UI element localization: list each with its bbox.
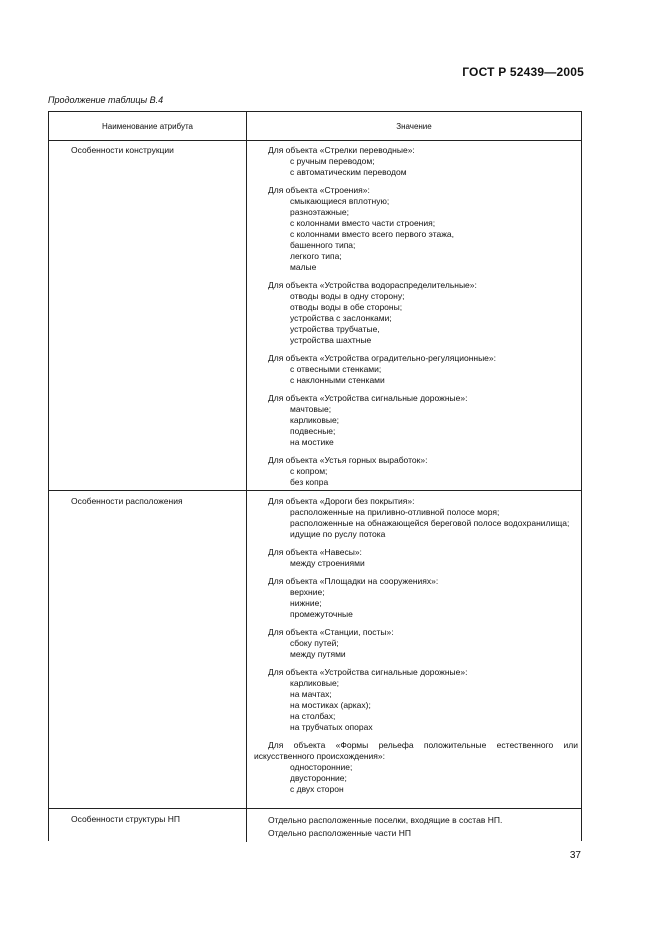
- group-item: карликовые;: [290, 415, 340, 425]
- group-item: между путями: [290, 649, 346, 659]
- group-item: двусторонние;: [290, 773, 347, 783]
- group-title: Для объекта «Устройства сигнальные дорожные»:: [268, 667, 468, 677]
- group-item: на мачтах;: [290, 689, 332, 699]
- group-item: с двух сторон: [290, 784, 344, 794]
- group-item: без копра: [290, 477, 329, 487]
- value-group: [254, 740, 578, 795]
- value-group: [254, 667, 578, 733]
- group-title: Для объекта «Устройства водораспределительные»:: [268, 280, 477, 290]
- group-item: устройства шахтные: [290, 335, 372, 345]
- group-item: смыкающиеся вплотную;: [290, 196, 390, 206]
- group-item: легкого типа;: [290, 251, 342, 261]
- row-values: [254, 814, 578, 840]
- group-title: Для объекта «Площадки на сооружениях»:: [268, 576, 439, 586]
- group-item: карликовые;: [290, 678, 340, 688]
- value-group: [254, 185, 578, 273]
- group-item: идущие по руслу потока: [290, 529, 386, 539]
- group-item: с копром;: [290, 466, 328, 476]
- group-item: нижние;: [290, 598, 322, 608]
- group-item: с колоннами вместо части строения;: [290, 218, 436, 228]
- group-item: расположенные на приливно-отливной полосе моря;: [290, 507, 500, 517]
- row-attribute: Особенности структуры НП: [71, 814, 180, 824]
- value-group: [254, 627, 578, 660]
- group-item: разноэтажные;: [290, 207, 349, 217]
- group-item: с автоматическим переводом: [290, 167, 407, 177]
- group-item: устройства с заслонками;: [290, 313, 392, 323]
- value-group: [254, 496, 578, 540]
- group-item: на мостике: [290, 437, 334, 447]
- group-item: между строениями: [290, 558, 365, 568]
- group-item: верхние;: [290, 587, 325, 597]
- group-item: отводы воды в одну сторону;: [290, 291, 405, 301]
- group-title: Для объекта «Навесы»:: [268, 547, 362, 557]
- row-attribute: Особенности расположения: [71, 496, 183, 506]
- row-attribute: Особенности конструкции: [71, 145, 174, 155]
- group-title: Для объекта «Станции, посты»:: [268, 627, 394, 637]
- group-item: на столбах;: [290, 711, 336, 721]
- row-divider: [49, 808, 581, 809]
- group-title: Для объекта «Строения»:: [268, 185, 370, 195]
- column-divider: [246, 112, 247, 842]
- standard-number: ГОСТ Р 52439—2005: [462, 65, 584, 79]
- group-item: отводы воды в обе стороны;: [290, 302, 403, 312]
- value-group: [254, 145, 578, 178]
- group-title: Для объекта «Устья горных выработок»:: [268, 455, 428, 465]
- group-item: на трубчатых опорах: [290, 722, 373, 732]
- attribute-table: [48, 111, 582, 841]
- group-item: с колоннами вместо всего первого этажа,: [290, 229, 455, 239]
- value-group: [254, 280, 578, 346]
- page-number: 37: [569, 850, 581, 861]
- col-header-attribute: Наименование атрибута: [102, 122, 193, 131]
- value-line: Отдельно расположенные поселки, входящие в состав НП.: [268, 815, 503, 825]
- col-header-value: Значение: [396, 122, 432, 131]
- group-title: Для объекта «Устройства оградительно-регуляционные»:: [268, 353, 497, 363]
- group-item: расположенные на обнажающейся береговой полосе водохранилища;: [290, 518, 570, 528]
- group-item: малые: [290, 262, 317, 272]
- group-item: с ручным переводом;: [290, 156, 375, 166]
- group-item: подвесные;: [290, 426, 336, 436]
- value-group: [254, 576, 578, 620]
- group-item: односторонние;: [290, 762, 353, 772]
- group-title: Для объекта «Стрелки переводные»:: [268, 145, 415, 155]
- group-item: башенного типа;: [290, 240, 356, 250]
- row-values: [254, 496, 578, 802]
- row-values: [254, 145, 578, 495]
- group-title: Для объекта «Дороги без покрытия»:: [268, 496, 415, 506]
- group-item: промежуточные: [290, 609, 353, 619]
- value-group: [254, 455, 578, 488]
- group-title: Для объекта «Устройства сигнальные дорожные»:: [268, 393, 468, 403]
- group-item: сбоку путей;: [290, 638, 339, 648]
- group-item: на мостиках (арках);: [290, 700, 371, 710]
- value-group: [254, 353, 578, 386]
- row-divider: [49, 490, 581, 491]
- value-line: Отдельно расположенные части НП: [268, 828, 411, 838]
- group-item: устройства трубчатые,: [290, 324, 380, 334]
- table-caption: Продолжение таблицы В.4: [48, 95, 164, 105]
- group-title: Для объекта «Формы рельефа положительные естественного или искусственного происхождения»:: [254, 740, 578, 761]
- group-item: с отвесными стенками;: [290, 364, 382, 374]
- group-item: с наклонными стенками: [290, 375, 385, 385]
- value-group: [254, 547, 578, 569]
- value-group: [254, 393, 578, 448]
- table-header: [49, 112, 581, 141]
- group-item: мачтовые;: [290, 404, 332, 414]
